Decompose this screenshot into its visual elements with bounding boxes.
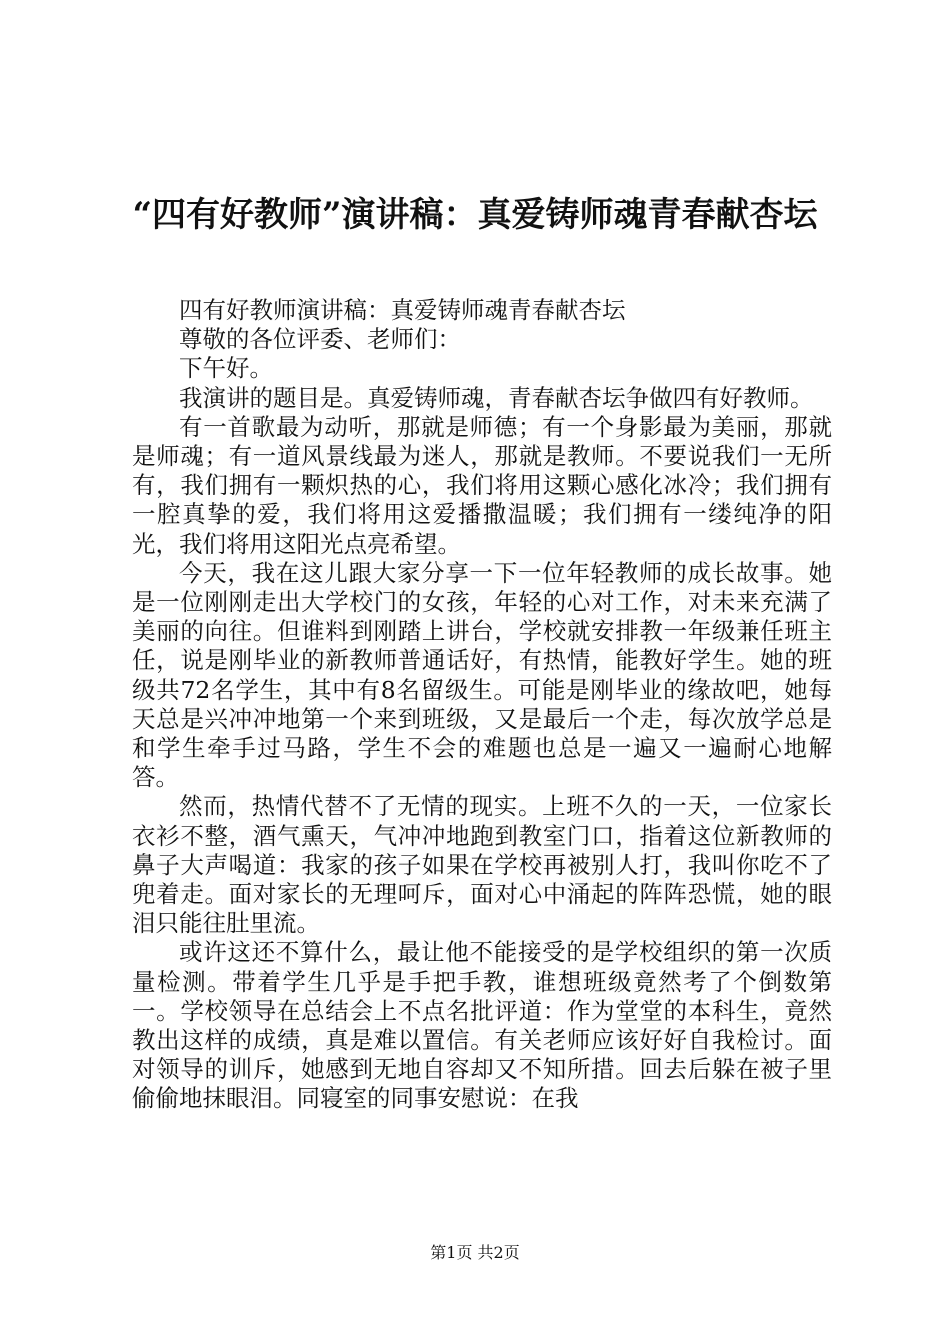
paragraph: 或许这还不算什么，最让他不能接受的是学校组织的第一次质量检测。带着学生几乎是手把手教，谁想班级竟然考了个倒数第一。学校领导在总结会上不点名批评道：作为堂堂的本科生，竟然教出这样的成绩，真是难以置信。有关老师应该好好自我检讨。面对领导的训斥，她感到无地自容却又不知所措。回去后躲在被子里偷偷地抹眼泪。同寝室的同事安慰说：在我	[132, 938, 832, 1113]
document-title: “四有好教师”演讲稿：真爱铸师魂青春献杏坛	[132, 195, 818, 235]
paragraph: 有一首歌最为动听，那就是师德；有一个身影最为美丽，那就是师魂；有一道风景线最为迷人，那就是教师。不要说我们一无所有，我们拥有一颗炽热的心，我们将用这颗心感化冰冷；我们拥有一腔真挚的爱，我们将用这爱播撒温暖；我们拥有一缕纯净的阳光，我们将用这阳光点亮希望。	[132, 412, 832, 558]
document-body	[132, 296, 832, 1114]
paragraph: 今天，我在这儿跟大家分享一下一位年轻教师的成长故事。她是一位刚刚走出大学校门的女孩，年轻的心对工作，对未来充满了美丽的向往。但谁料到刚踏上讲台，学校就安排教一年级兼任班主任，说是刚毕业的新教师普通话好，有热情，能教好学生。她的班级共72名学生，其中有8名留级生。可能是刚毕业的缘故吧，她每天总是兴冲冲地第一个来到班级，又是最后一个走，每次放学总是和学生牵手过马路，学生不会的难题也总是一遍又一遍耐心地解答。	[132, 558, 832, 792]
paragraph: 我演讲的题目是。真爱铸师魂，青春献杏坛争做四有好教师。	[179, 383, 814, 412]
paragraph: 四有好教师演讲稿：真爱铸师魂青春献杏坛	[179, 296, 626, 324]
paragraph: 下午好。	[179, 354, 273, 383]
page-footer: 第1页 共2页	[430, 1243, 520, 1262]
paragraph: 尊敬的各位评委、老师们：	[179, 325, 461, 354]
paragraph: 然而，热情代替不了无情的现实。上班不久的一天，一位家长衣衫不整，酒气熏天，气冲冲地跑到教室门口，指着这位新教师的鼻子大声喝道：我家的孩子如果在学校再被别人打，我叫你吃不了兜着走。面对家长的无理呵斥，面对心中涌起的阵阵恐慌，她的眼泪只能往肚里流。	[132, 792, 832, 938]
